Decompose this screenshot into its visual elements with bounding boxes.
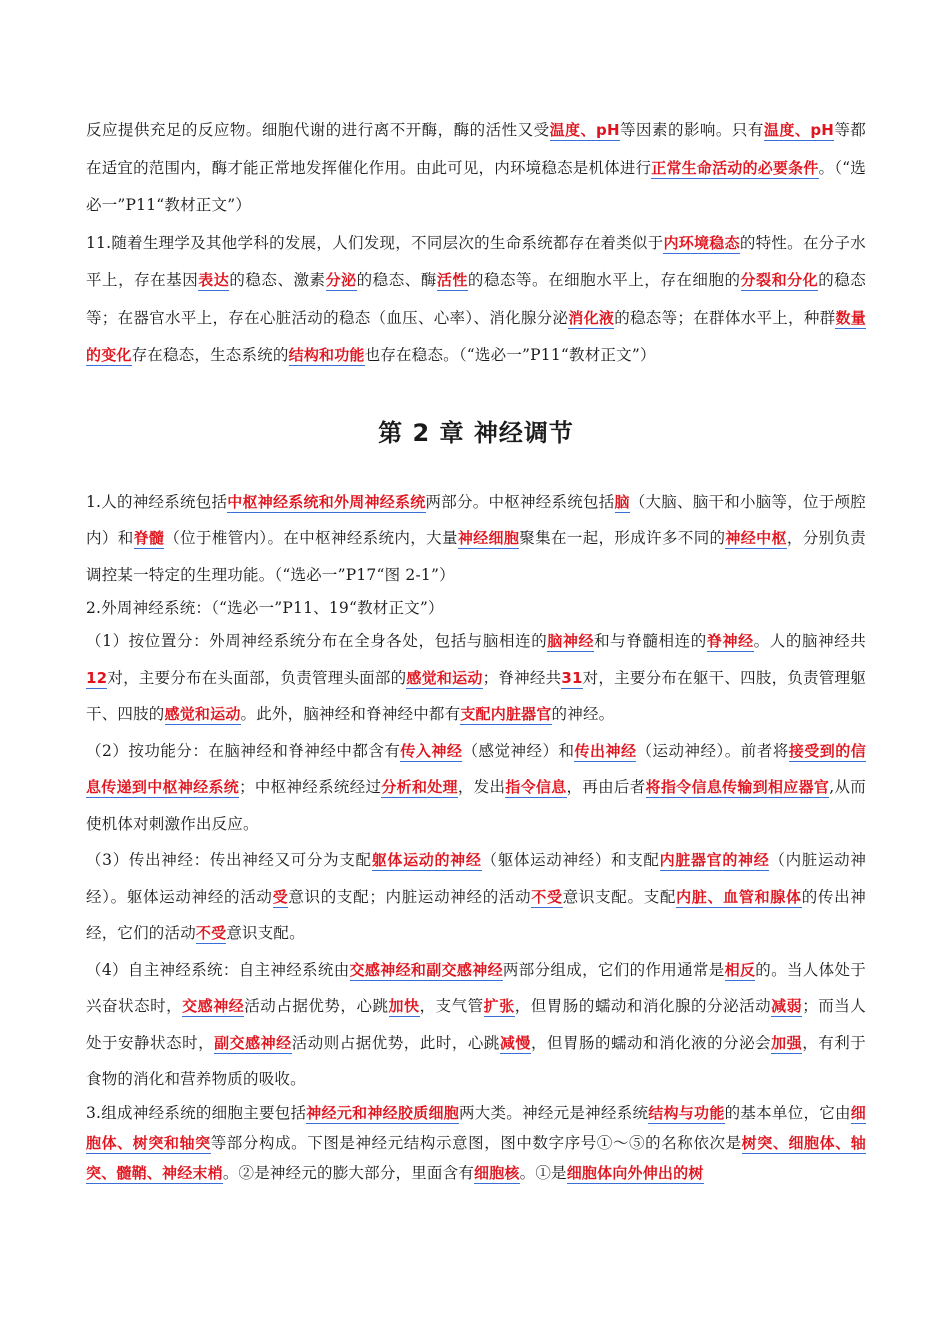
answer-blank: 扩张 [483,997,515,1015]
answer-blank: 细胞体、树突和轴突 [86,1103,866,1152]
section-2-3 [86,842,866,952]
text: 1.人的神经系统包括 [86,492,228,511]
answer-blank: 12 [86,668,108,687]
answer-blank: 细胞体向外伸出的树 [566,1163,704,1182]
text: 聚集在一起，形成许多不同的 [519,529,726,547]
text: 两部分。中枢神经系统包括 [425,492,615,511]
answer-blank: 减慢 [499,1033,531,1052]
answer-blank: 不受 [531,887,563,906]
text: 反应提供充足的反应物。细胞代谢的进行离不开酶，酶的活性又受 [86,121,550,139]
text: 的稳态等；在器官水平上，存在心脏活动的稳态（血压、心率）、消化腺分泌 [86,271,866,327]
text: 2.外周神经系统：（“选必一”P11、19“教材正文”） [86,599,444,617]
section-2-2 [86,733,866,843]
answer-blank: 加快 [388,997,420,1015]
answer-blank: 不受 [195,924,227,942]
answer-blank: 支配内脏器官 [460,705,552,723]
text: ；脊神经共 [482,668,562,687]
text: 的稳态、激素 [229,271,326,289]
text: ，有利于食物的消化和营养物质的吸收。 [86,1033,866,1088]
section-2-heading [86,593,866,623]
text: 存在稳态，生态系统的 [131,346,289,364]
text: （4）自主神经系统：自主神经系统由 [86,960,350,979]
answer-blank: 感觉和运动 [164,705,241,723]
section-2-1 [86,623,866,733]
answer-blank: 传出神经 [574,741,637,760]
text: 意识支配。 [226,924,305,942]
answer-blank: 脊髓 [133,529,165,547]
text: 两部分组成，它们的作用通常是 [502,960,725,979]
text: ，支气管 [419,997,484,1015]
answer-blank: 31 [561,668,583,687]
answer-blank: 加强 [771,1033,803,1052]
answer-blank: 脑神经 [547,632,595,650]
text: ；而当人处于安静状态时， [86,997,866,1052]
answer-blank: 减弱 [771,997,803,1015]
text: 。（“选必一”P11“教材正文”） [86,158,866,214]
section-1 [86,484,866,594]
answer-blank: 活性 [436,271,468,289]
answer-blank: 交感神经和副交感神经 [349,960,503,979]
text: （3）传出神经：传出神经又可分为支配 [86,851,372,869]
text: 的稳态、酶 [356,271,437,289]
text: ，但胃肠的蠕动和消化液的分泌会 [530,1033,772,1052]
answer-blank: 副交感神经 [214,1033,292,1052]
text: 活动则占据优势，此时，心跳 [291,1033,500,1052]
text: 。人的脑神经共 [753,632,866,650]
answer-blank: 消化液 [568,308,615,327]
text: （感觉神经）和 [462,741,575,760]
text: （大脑、脑干和小脑等，位于颅腔内）和 [86,492,867,547]
answer-blank: 数量的变化 [86,308,866,364]
text: 的稳态等；在群体水平上，种群 [614,308,836,327]
answer-blank: 交感神经 [182,997,245,1015]
text: 两大类。神经元是神经系统 [459,1103,649,1122]
text: 也存在稳态。（“选必一”P11“教材正文”） [364,346,656,364]
text: 意识的支配；内脏运动神经的活动 [288,887,532,906]
chapter-title: 第 2 章 神经调节 [378,418,574,447]
section-2-4 [86,952,866,1098]
answer-blank: 中枢神经系统和外周神经系统 [227,492,426,511]
paragraph-11 [86,225,866,375]
answer-blank: 细胞核 [474,1163,520,1182]
answer-blank: 分裂和分化 [740,271,819,289]
text: （1）按位置分：外周神经系统分布在全身各处，包括与脑相连的 [86,632,548,650]
answer-blank: 躯体运动的神经 [371,851,482,869]
answer-blank: 树突、细胞体、轴突、髓鞘、神经末梢 [86,1133,866,1182]
answer-blank: 温度、pH [763,121,835,139]
paragraph-10-continued [86,112,866,225]
text: 的基本单位，它由 [724,1103,851,1122]
text: （2）按功能分：在脑神经和脊神经中都含有 [86,741,401,760]
answer-blank: 神经元和神经胶质细胞 [306,1103,459,1122]
text: ，发出 [457,778,506,796]
text: 活动占据优势，心跳 [244,997,389,1015]
text: （位于椎管内）。在中枢神经系统内，大量 [164,529,458,547]
answer-blank: 感觉和运动 [406,668,483,687]
answer-blank: 相反 [724,960,756,979]
text: 等因素的影响。只有 [619,121,764,139]
text: 。②是神经元的膨大部分，里面含有 [222,1163,475,1182]
text: 等部分构成。下图是神经元结构示意图，图中数字序号①～⑤的名称依次是 [210,1133,742,1152]
text: 的传出神经，它们的活动 [86,887,866,942]
answer-blank: 指令信息 [505,778,567,796]
answer-blank: 神经细胞 [457,529,520,547]
answer-blank: 内脏器官的神经 [659,851,770,869]
text: 等都在适宜的范围内，酶才能正常地发挥催化作用。由此可见，内环境稳态是机体进行 [86,121,867,177]
answer-blank: 结构与功能 [648,1103,725,1122]
text: 对，主要分布在头面部，负责管理头面部的 [107,668,407,687]
text: （运动神经）。前者将 [636,741,789,760]
text: 。①是 [519,1163,567,1182]
answer-blank: 神经中枢 [725,529,787,547]
text: （躯体运动神经）和支配 [481,851,660,869]
answer-blank: 分泌 [325,271,357,289]
answer-blank: 温度、pH [549,121,620,139]
answer-blank: 受 [272,887,289,906]
answer-blank: 表达 [198,271,230,289]
text: 11.随着生理学及其他学科的发展，人们发现，不同层次的生命系统都存在着类似于 [86,233,664,252]
text: ；中枢神经系统经过 [239,778,382,796]
text: 。此外，脑神经和脊神经中都有 [240,705,461,723]
text: ，再由后者 [566,778,646,796]
text: 的稳态等。在细胞水平上，存在细胞的 [467,271,741,289]
text: 的神经。 [551,705,615,723]
answer-blank: 脊神经 [706,632,754,650]
text: 的特性。在分子水平上，存在基因 [86,233,866,289]
text: 和与脊髓相连的 [594,632,707,650]
answer-blank: 脑 [614,492,630,511]
text: 意识支配。支配 [562,887,677,906]
answer-blank: 将指令信息传输到相应器官 [645,778,830,796]
answer-blank: 接受到的信息传递到中枢神经系统 [86,741,866,796]
answer-blank: 正常生命活动的必要条件 [651,158,819,177]
text: （内脏运动神经）。躯体运动神经的活动 [86,851,867,906]
text: ，分别负责调控某一特定的生理功能。（“选必一”P17“图 2-1”） [86,529,866,584]
answer-blank: 结构和功能 [288,346,365,364]
answer-blank: 传入神经 [400,741,463,760]
text: 对，主要分布在躯干、四肢，负责管理躯干、四肢的 [86,668,866,723]
answer-blank: 分析和处理 [381,778,458,796]
text: 的。当人体处于兴奋状态时， [86,960,866,1015]
section-3 [86,1098,866,1188]
text: 3.组成神经系统的细胞主要包括 [86,1103,307,1122]
text: ，但胃肠的蠕动和消化腺的分泌活动 [514,997,772,1015]
answer-blank: 内脏、血管和腺体 [676,887,802,906]
answer-blank: 内环境稳态 [663,233,740,252]
text: ,从而使机体对刺激作出反应。 [86,778,866,833]
